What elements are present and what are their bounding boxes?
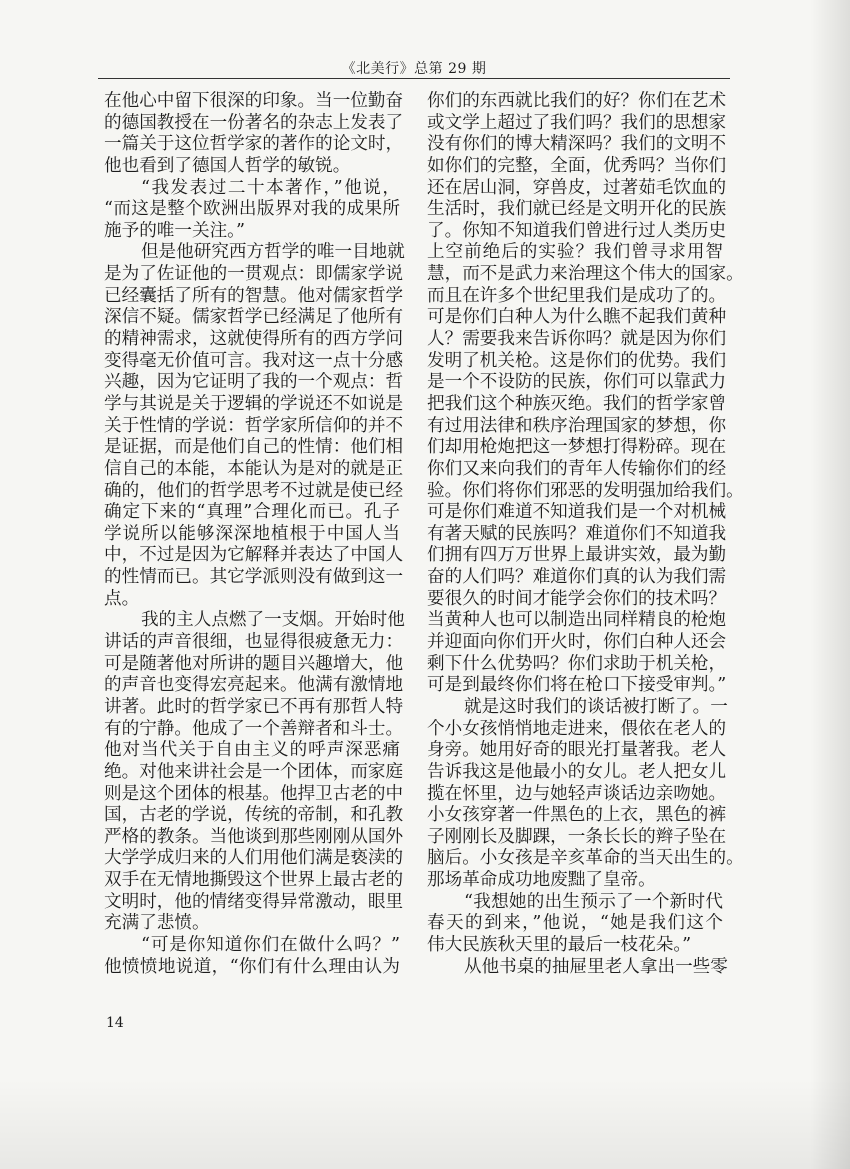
text-line: 讲话的声音很细，也显得很疲惫无力： xyxy=(104,632,404,653)
text-line: 揽在怀里，边与她轻声谈话边亲吻她。 xyxy=(427,783,727,804)
text-line: 们拥有四万万世界上最讲实效，最为勤 xyxy=(427,545,727,566)
text-line: 学说所以能够深深地植根于中国人当 xyxy=(104,523,400,544)
paragraph xyxy=(427,91,744,697)
text-line: 们却用枪炮把这一梦想打得粉碎。现在 xyxy=(427,437,727,458)
text-line: 严格的教条。当他谈到那些刚刚从国外 xyxy=(104,826,404,847)
paragraph xyxy=(104,242,405,610)
paragraph xyxy=(104,91,404,178)
text-line: 有著天赋的民族吗？难道你们不知道我 xyxy=(427,523,727,544)
text-line: 没有你们的博大精深吗？我们的文明不 xyxy=(427,134,727,155)
paragraph xyxy=(104,610,405,935)
text-line: 了。你知不知道我们曾进行过人类历史 xyxy=(427,220,727,241)
text-column-left xyxy=(104,91,405,978)
text-line: 告诉我这是他最小的女儿。老人把女儿 xyxy=(427,761,727,782)
text-line: 文明时，他的情绪变得异常激动，眼里 xyxy=(104,891,404,912)
text-line: 他对当代关于自由主义的呼声深恶痛 xyxy=(104,740,400,761)
text-line: 有的宁静。他成了一个善辩者和斗士。 xyxy=(104,718,404,739)
text-line: 子刚刚长及脚踝，一条长长的辫子坠在 xyxy=(427,826,727,847)
text-line: 充满了悲愤。 xyxy=(104,913,210,934)
text-line: 在他心中留下很深的印象。当一位勤奋 xyxy=(104,91,404,111)
text-line: 脑后。小女孩是辛亥革命的当天出生的。 xyxy=(427,848,744,869)
text-line: 可是你们白种人为什么瞧不起我们黄种 xyxy=(427,307,727,328)
text-line: 中，不过是因为它解释并表达了中国人 xyxy=(104,545,404,566)
text-line: 那场革命成功地废黜了皇帝。 xyxy=(427,870,656,891)
text-line: 而且在许多个世纪里我们是成功了的。 xyxy=(427,285,727,306)
text-column-right xyxy=(427,91,744,978)
text-line: 就是这时我们的谈话被打断了。一 xyxy=(463,696,728,717)
text-line: 把我们这个种族灭绝。我们的哲学家曾 xyxy=(427,393,727,414)
text-line: 绝。对他来讲社会是一个团体，而家庭 xyxy=(104,761,404,782)
text-line: 的声音也变得宏亮起来。他满有激情地 xyxy=(104,675,404,696)
text-line: 但是他研究西方哲学的唯一目地就 xyxy=(140,242,405,263)
running-title: 《北美行》总第 29 期 xyxy=(341,61,487,77)
text-line: 并迎面向你们开火时，你们白种人还会 xyxy=(427,632,727,653)
text-line: 的精神需求，这就使得所有的西方学问 xyxy=(104,329,404,350)
text-line: 从他书桌的抽屉里老人拿出一些零 xyxy=(463,956,728,977)
paragraph xyxy=(104,178,400,243)
text-line: 他愤愤地说道，“你们有什么理由认为 xyxy=(104,956,400,977)
text-line: 有过用法律和秩序治理国家的梦想，你 xyxy=(427,415,727,436)
paragraph xyxy=(427,956,728,979)
text-line: 还在居山洞，穿兽皮，过著茹毛饮血的 xyxy=(427,177,727,198)
text-line: 生活时，我们就已经是文明开化的民族 xyxy=(427,199,727,220)
text-line: 国，古老的学说，传统的帝制，和孔教 xyxy=(104,805,404,826)
text-line: 当黄种人也可以制造出同样精良的枪炮 xyxy=(427,610,727,631)
text-line: 学与其说是关于逻辑的学说还不如说是 xyxy=(104,393,404,414)
text-line: “可是你知道你们在做什么吗？” xyxy=(140,934,400,955)
text-line: 兴趣，因为它证明了我的一个观点：哲 xyxy=(104,372,404,393)
text-line: 你们的东西就比我们的好？你们在艺术 xyxy=(427,91,727,111)
text-line: 伟大民族秋天里的最后一枝花朵。” xyxy=(427,934,692,955)
text-line: 确定下来的“真理”合理化而已。孔子 xyxy=(104,502,400,523)
text-line: 可是到最终你们将在枪口下接受审判。” xyxy=(427,675,727,696)
text-line: 如你们的完整，全面，优秀吗？当你们 xyxy=(427,155,727,176)
scan-shadow-right xyxy=(810,0,850,1169)
text-line: 一篇关于这位哲学家的著作的论文时， xyxy=(104,134,404,155)
text-line: 身旁。她用好奇的眼光打量著我。老人 xyxy=(427,740,727,761)
running-header xyxy=(98,58,730,79)
text-line: 剩下什么优势吗？你们求助于机关枪， xyxy=(427,653,727,674)
text-line: 施予的唯一关注。” xyxy=(104,220,245,241)
text-line: 大学学成归来的人们用他们满是亵渎的 xyxy=(104,848,404,869)
text-line: 人？需要我来告诉你吗？就是因为你们 xyxy=(427,329,727,350)
text-line: 慧，而不是武力来治理这个伟大的国家。 xyxy=(427,264,744,285)
text-line: 关于性情的学说：哲学家所信仰的并不 xyxy=(104,415,404,436)
text-line: 变得毫无价值可言。我对这一点十分感 xyxy=(104,350,404,371)
text-line: 我的主人点燃了一支烟。开始时他 xyxy=(140,610,405,631)
text-line: 上空前绝后的实验？我们曾寻求用智 xyxy=(427,242,723,263)
text-line: 点。 xyxy=(104,588,140,609)
scan-shadow-bottom xyxy=(0,1079,850,1169)
text-line: 确的，他们的哲学思考不过就是使已经 xyxy=(104,480,404,501)
text-line: 小女孩穿著一件黑色的上衣，黑色的裤 xyxy=(427,805,727,826)
paragraph xyxy=(427,696,744,892)
text-line: 是为了佐证他的一贯观点：即儒家学说 xyxy=(104,264,404,285)
text-line: 要很久的时间才能学会你们的技术吗？ xyxy=(427,588,727,609)
text-line: 则是这个团体的根基。他捍卫古老的中 xyxy=(104,783,404,804)
page-number: 14 xyxy=(106,1015,124,1031)
text-line: 的德国教授在一份著名的杂志上发表了 xyxy=(104,112,404,133)
text-line: 信自己的本能，本能认为是对的就是正 xyxy=(104,458,404,479)
text-line: 讲著。此时的哲学家已不再有那哲人特 xyxy=(104,696,404,717)
text-line: 已经囊括了所有的智慧。他对儒家哲学 xyxy=(104,285,404,306)
text-line: 他也看到了德国人哲学的敏锐。 xyxy=(104,155,351,176)
text-line: 春天的到来，”他说，“她是我们这个 xyxy=(427,913,723,934)
text-line: 或文学上超过了我们吗？我们的思想家 xyxy=(427,112,727,133)
text-line: 可是你们难道不知道我们是一个对机械 xyxy=(427,502,727,523)
text-line: 深信不疑。儒家哲学已经满足了他所有 xyxy=(104,307,404,328)
text-line: 发明了机关枪。这是你们的优势。我们 xyxy=(427,350,727,371)
text-line: 的性情而已。其它学派则没有做到这一 xyxy=(104,567,404,588)
text-line: 你们又来向我们的青年人传输你们的经 xyxy=(427,458,727,479)
text-line: 是一个不设防的民族，你们可以靠武力 xyxy=(427,372,727,393)
paragraph xyxy=(427,892,723,957)
text-line: 验。你们将你们邪恶的发明强加给我们。 xyxy=(427,480,744,501)
text-line: 是证据，而是他们自己的性情：他们相 xyxy=(104,437,404,458)
text-line: “而这是整个欧洲出版界对我的成果所 xyxy=(104,199,400,220)
text-line: “我发表过二十本著作，”他说， xyxy=(140,177,400,198)
text-line: 可是随著他对所讲的题目兴趣增大，他 xyxy=(104,653,404,674)
text-line: 奋的人们吗？难道你们真的认为我们需 xyxy=(427,567,727,588)
text-line: 双手在无情地撕毁这个世界上最古老的 xyxy=(104,870,404,891)
text-line: 个小女孩悄悄地走进来，偎依在老人的 xyxy=(427,718,727,739)
paragraph xyxy=(104,935,400,978)
text-line: “我想她的出生预示了一个新时代 xyxy=(463,891,723,912)
